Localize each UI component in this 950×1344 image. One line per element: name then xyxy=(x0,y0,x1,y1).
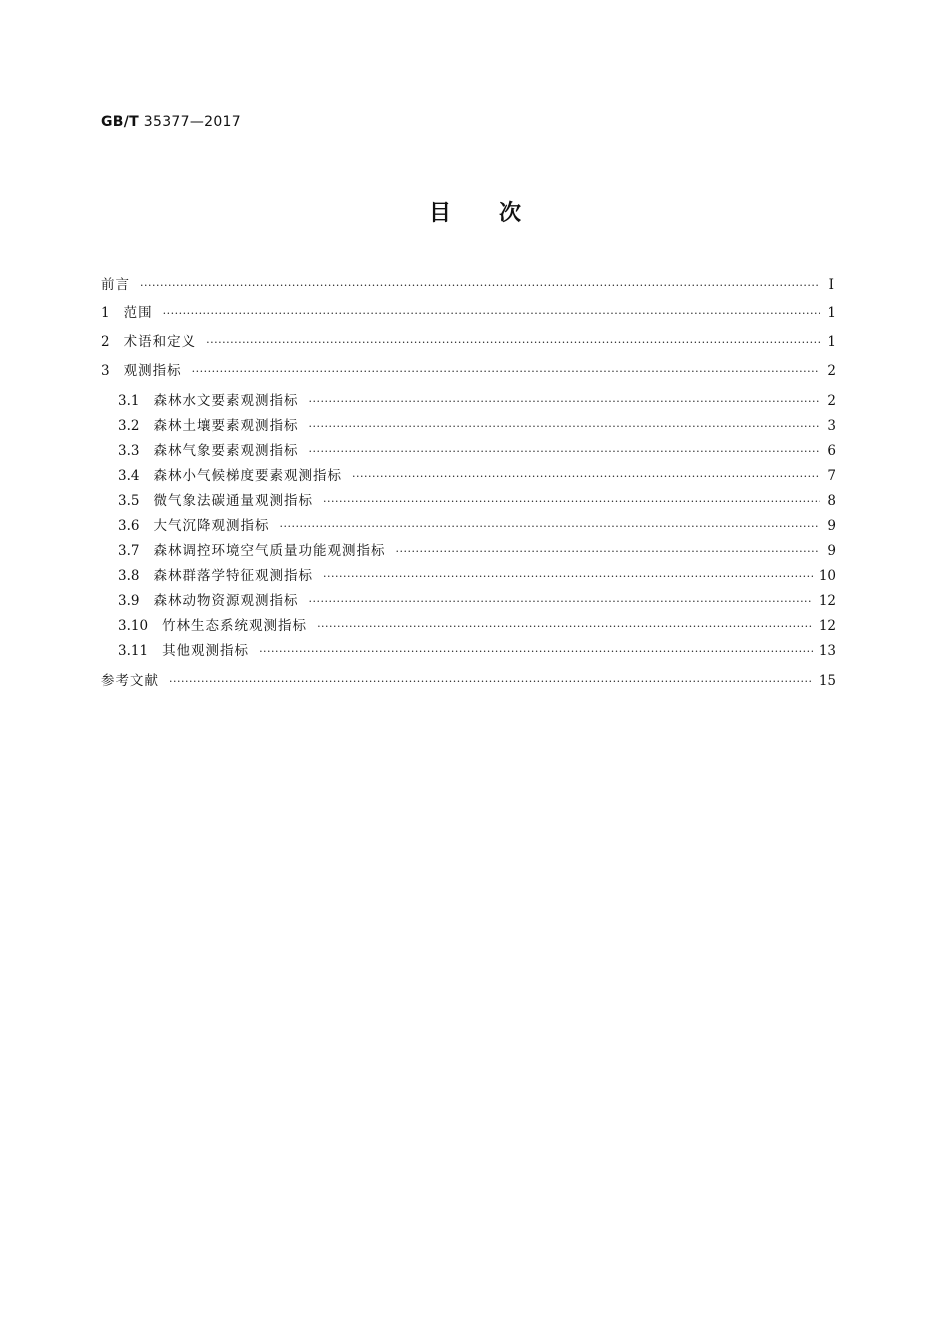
toc-entry-number: 3.4 xyxy=(118,468,140,484)
toc-entry-3-10[interactable] xyxy=(118,616,836,637)
toc-entry-number: 3.7 xyxy=(118,543,140,559)
toc-leader-dots xyxy=(192,362,820,382)
toc-entry-number: 3 xyxy=(101,363,110,379)
toc-entry-1[interactable] xyxy=(101,303,836,324)
toc-entry-title: 竹林生态系统观测指标 xyxy=(162,618,308,634)
toc-entry-title: 术语和定义 xyxy=(123,334,197,350)
toc-page-number: 2 xyxy=(827,363,836,379)
toc-entry-title: 森林小气候梯度要素观测指标 xyxy=(153,468,342,484)
toc-page-number: 2 xyxy=(827,393,836,409)
toc-page-number: Ⅰ xyxy=(828,277,834,293)
toc-entry-title: 大气沉降观测指标 xyxy=(153,518,270,534)
toc-entry-title: 森林动物资源观测指标 xyxy=(153,593,299,609)
title-char-1: 目 xyxy=(428,201,451,226)
toc-leader-dots xyxy=(308,392,820,412)
toc-entry-title: 森林水文要素观测指标 xyxy=(153,393,299,409)
toc-leader-dots xyxy=(259,642,813,662)
standard-number: 35377—2017 xyxy=(143,114,241,130)
toc-leader-dots xyxy=(279,517,820,537)
title-char-2: 次 xyxy=(499,201,522,226)
toc-entry-3-5[interactable] xyxy=(118,491,836,512)
toc-leader-dots xyxy=(352,467,820,487)
toc-page-number: 6 xyxy=(827,443,836,459)
toc-page-number: 12 xyxy=(818,618,836,634)
toc-page-number: 10 xyxy=(818,568,836,584)
toc-entry-title: 微气象法碳通量观测指标 xyxy=(153,493,313,509)
toc-entry-number: 3.11 xyxy=(118,643,149,659)
toc-leader-dots xyxy=(323,567,813,587)
standard-code xyxy=(101,114,241,130)
toc-entry-3-2[interactable] xyxy=(118,416,836,437)
toc-leader-dots xyxy=(308,442,820,462)
toc-entry-3-8[interactable] xyxy=(118,566,836,587)
toc-entry-title: 森林土壤要素观测指标 xyxy=(153,418,299,434)
toc-leader-dots xyxy=(308,592,812,612)
toc-entry-number: 3.3 xyxy=(118,443,140,459)
toc-leader-dots xyxy=(323,492,820,512)
toc-leader-dots xyxy=(140,276,818,296)
toc-entry-3-7[interactable] xyxy=(118,541,836,562)
toc-entry-3-9[interactable] xyxy=(118,591,836,612)
toc-leader-dots xyxy=(395,542,820,562)
toc-entry-title: 其他观测指标 xyxy=(162,643,250,659)
toc-entry-title: 森林群落学特征观测指标 xyxy=(153,568,313,584)
toc-page-number: 13 xyxy=(818,643,836,659)
toc-leader-dots xyxy=(163,304,820,324)
toc-leader-dots xyxy=(308,417,820,437)
toc-entry-number: 1 xyxy=(101,305,110,321)
toc-entry-number: 3.6 xyxy=(118,518,140,534)
toc-entry-title: 观测指标 xyxy=(123,363,182,379)
toc-entry-3-6[interactable] xyxy=(118,516,836,537)
toc-entry-2[interactable] xyxy=(101,332,836,353)
standard-prefix: GB/T xyxy=(101,114,140,130)
toc-page-number: 3 xyxy=(827,418,836,434)
toc-page-number: 1 xyxy=(827,334,836,350)
toc-page-number: 12 xyxy=(818,593,836,609)
toc-page-number: 1 xyxy=(827,305,836,321)
toc-page-number: 9 xyxy=(827,518,836,534)
toc-entry-number: 3.2 xyxy=(118,418,140,434)
toc-entry-3-3[interactable] xyxy=(118,441,836,462)
toc-entry-title: 参考文献 xyxy=(101,673,159,689)
toc-entry-3-4[interactable] xyxy=(118,466,836,487)
toc-page-number: 7 xyxy=(827,468,836,484)
toc-entry-title: 森林调控环境空气质量功能观测指标 xyxy=(153,543,386,559)
toc-entry-3-1[interactable] xyxy=(118,391,836,412)
toc-entry-number: 3.9 xyxy=(118,593,140,609)
toc-entry-references[interactable] xyxy=(101,671,836,692)
toc-leader-dots xyxy=(206,333,820,353)
toc-entry-number: 3.5 xyxy=(118,493,140,509)
toc-entry-title: 前言 xyxy=(101,277,130,293)
toc-entry-number: 3.10 xyxy=(118,618,149,634)
toc-entry-3[interactable] xyxy=(101,361,836,382)
toc-entry-number: 3.1 xyxy=(118,393,140,409)
toc-entry-title: 范围 xyxy=(123,305,153,321)
toc-leader-dots xyxy=(317,617,813,637)
toc-leader-dots xyxy=(169,672,813,692)
toc-page-number: 9 xyxy=(827,543,836,559)
toc-page-number: 15 xyxy=(818,673,836,689)
toc-entry-number: 3.8 xyxy=(118,568,140,584)
toc-entry-3-11[interactable] xyxy=(118,641,836,662)
page-title xyxy=(0,196,950,227)
toc-entry-foreword[interactable] xyxy=(101,275,834,296)
toc-page-number: 8 xyxy=(827,493,836,509)
toc-entry-number: 2 xyxy=(101,334,110,350)
toc-entry-title: 森林气象要素观测指标 xyxy=(153,443,299,459)
